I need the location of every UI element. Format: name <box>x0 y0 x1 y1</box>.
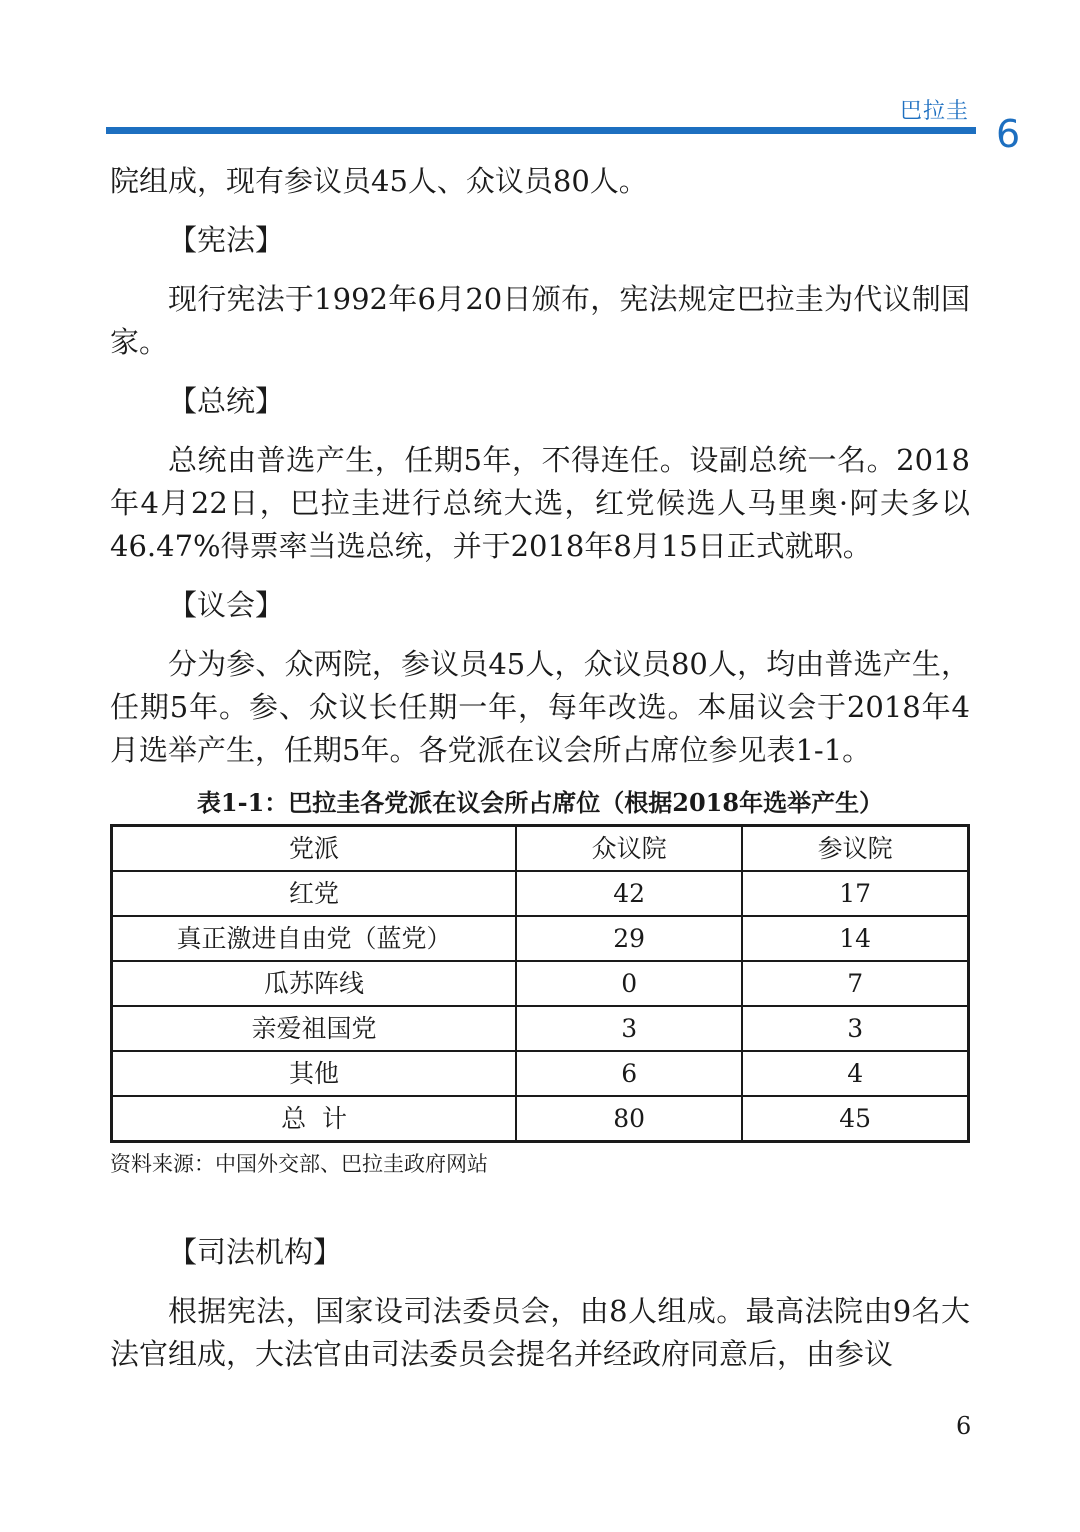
paragraph-president: 总统由普选产生，任期5年，不得连任。设副总统一名。2018年4月22日，巴拉圭进行总统大选，红党候选人马里奥·阿夫多以46.47%得票率当选总统，并于2018年8月15日正式就职。 <box>110 443 970 563</box>
table-row <box>112 916 969 961</box>
senate-seats: 7 <box>742 961 968 1006</box>
deputies-seats: 0 <box>516 961 742 1006</box>
table-source-note: 资料来源：中国外交部、巴拉圭政府网站 <box>110 1152 488 1176</box>
column-header-chamber-of-deputies: 众议院 <box>516 826 742 872</box>
section-heading-president: 【总统】 <box>168 384 285 418</box>
senate-total: 45 <box>742 1096 968 1142</box>
total-label: 总 计 <box>112 1096 517 1142</box>
party-name: 红党 <box>112 871 517 916</box>
deputies-seats: 42 <box>516 871 742 916</box>
paragraph-parliament: 分为参、众两院，参议员45人，众议员80人，均由普选产生，任期5年。参、众议长任期一年，每年改选。本届议会于2018年4月选举产生，任期5年。各党派在议会所占席位参见表1-1。 <box>110 647 970 767</box>
party-name: 其他 <box>112 1051 517 1096</box>
table-caption: 表1-1：巴拉圭各党派在议会所占席位（根据2018年选举产生） <box>196 788 884 817</box>
seats-table <box>110 824 970 1143</box>
senate-seats: 17 <box>742 871 968 916</box>
paragraph-constitution: 现行宪法于1992年6月20日颁布，宪法规定巴拉圭为代议制国家。 <box>110 282 970 359</box>
deputies-seats: 29 <box>516 916 742 961</box>
section-heading-constitution: 【宪法】 <box>168 223 285 257</box>
senate-seats: 3 <box>742 1006 968 1051</box>
party-name: 瓜苏阵线 <box>112 961 517 1006</box>
header-rule <box>106 127 976 134</box>
deputies-seats: 3 <box>516 1006 742 1051</box>
paragraph-judiciary: 根据宪法，国家设司法委员会，由8人组成。最高法院由9名大法官组成，大法官由司法委员会提名并经政府同意后，由参议 <box>110 1294 970 1371</box>
senate-seats: 14 <box>742 916 968 961</box>
deputies-seats: 6 <box>516 1051 742 1096</box>
running-header-title: 巴拉圭 <box>900 99 970 124</box>
table-header-row <box>112 826 969 872</box>
paragraph-continuation: 院组成，现有参议员45人、众议员80人。 <box>110 164 648 198</box>
table-row <box>112 1051 969 1096</box>
section-heading-parliament: 【议会】 <box>168 588 285 622</box>
party-name: 真正激进自由党（蓝党） <box>112 916 517 961</box>
section-heading-judiciary: 【司法机构】 <box>168 1235 343 1269</box>
column-header-party: 党派 <box>112 826 517 872</box>
table-row <box>112 1006 969 1051</box>
column-header-senate: 参议院 <box>742 826 968 872</box>
party-name: 亲爱祖国党 <box>112 1006 517 1051</box>
page-body <box>110 160 970 1376</box>
chapter-number: 6 <box>996 112 1021 156</box>
page-number: 6 <box>956 1412 972 1440</box>
table-total-row <box>112 1096 969 1142</box>
deputies-total: 80 <box>516 1096 742 1142</box>
table-row <box>112 961 969 1006</box>
senate-seats: 4 <box>742 1051 968 1096</box>
table-row <box>112 871 969 916</box>
